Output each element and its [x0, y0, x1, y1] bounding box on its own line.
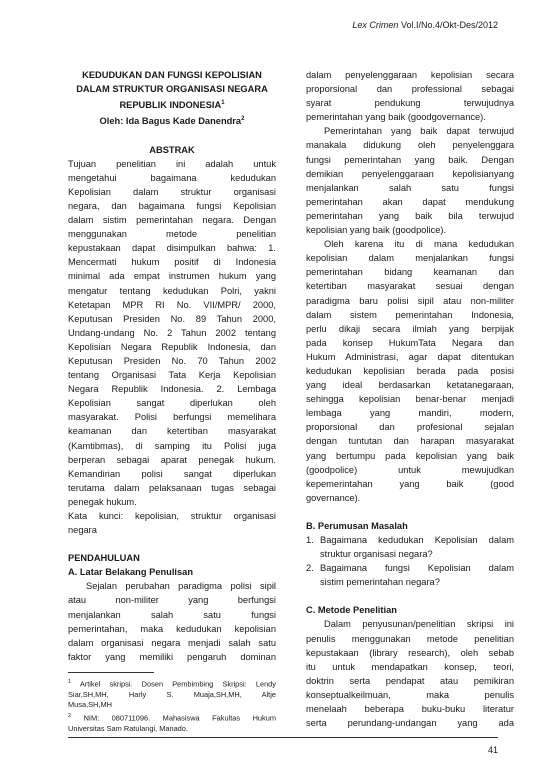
footnote-ref-1: 1 — [221, 100, 225, 107]
abstract-line: Mencermati hukum positif di Indonesia — [68, 257, 276, 268]
intro-line: pemerintahan, maka kedudukan kepolisian — [68, 623, 276, 634]
footnote-1-text-c: Musa,SH,MH — [68, 700, 112, 710]
right-p2-line: pemerintahan yang baik bila terwujud — [306, 210, 514, 221]
method-line: penulis menggunakan metode penelitian — [306, 633, 514, 644]
method-line: konseptualkeilmuan, maka penulis — [306, 689, 514, 700]
method-line: serta perundang-undangan yang ada — [306, 718, 514, 729]
abstract-line: Keputusan Presiden No. 70 Tahun 2002 — [68, 355, 276, 366]
right-paragraph-3-last: governance). — [306, 492, 361, 503]
journal-name: Lex Crimen — [352, 20, 399, 30]
keywords-line-2: negara — [68, 525, 97, 536]
abstract-line: Ketetapan MPR RI No. VII/MPR/ 2000, — [68, 299, 276, 310]
footnote-2-number: 2 — [68, 712, 72, 719]
problem-1-text-a: Bagaimana kedudukan Kepolisian dalam — [320, 535, 514, 545]
right-p3-line: pemerintahan bidang keamanan dan — [306, 267, 514, 278]
section-c-heading: C. Metode Penelitian — [306, 605, 397, 616]
abstract-line: Keputusan Presiden No. 89 Tahun 2000, — [68, 313, 276, 324]
abstract-line: (Kamtibmas), di samping itu Polisi juga — [68, 440, 276, 451]
abstract-line: Negara Republik Indonesia. 2. Lembaga — [68, 384, 276, 395]
problem-item-1 — [306, 533, 514, 561]
abstract-line: keamanan dan ketertiban masyarakat — [68, 426, 276, 437]
abstract-body — [68, 157, 276, 495]
right-p3-line: paradigma baru polisi sipil atau non-militer — [306, 295, 514, 306]
footnote-2-text-b: Universitas Sam Ratulangi, Manado. — [68, 723, 188, 733]
right-p3-line: yang bertumpu pada kepolisian yang baik — [306, 450, 514, 461]
method-line: kepustakaan (library research), oleh sebab — [306, 647, 514, 658]
method-line: itu untuk mendapatkan konsep, teori, — [306, 661, 514, 672]
abstract-line: mengatur tentang kedudukan Polri, yakni — [68, 285, 276, 296]
abstract-line: mengetahui bagaimana kedudukan — [68, 172, 276, 183]
right-paragraph-2-last: kepolisian yang baik (goodpolice). — [306, 225, 447, 236]
abstract-line: Kemandirian polisi sangat diperlukan — [68, 468, 276, 479]
method-line: doktrin serta pendapat atau pemikiran — [306, 675, 514, 686]
problem-1-text-b: struktur organisasi negara? — [320, 549, 433, 560]
right-p1-line: proporsional dan professional sebagai — [306, 84, 514, 95]
problem-item-2 — [306, 561, 514, 589]
abstract-line: Kepolisian dalam struktur organisasi — [68, 186, 276, 197]
right-p3-line: perlu dikaji secara ilmiah yang berpijak — [306, 323, 514, 334]
intro-line: Sejalan perubahan paradigma polisi sipil — [86, 581, 276, 592]
footnote-1-text-b: Siar,SH,MH, Harly S. Muaja,SH,MH, Altje — [68, 689, 276, 699]
abstract-heading: ABSTRAK — [149, 144, 195, 155]
right-p3-line: yang ideal berdasarkan ketatanegaraan, — [306, 380, 514, 391]
page-number: 41 — [487, 745, 498, 755]
right-p2-line: Pemerintahan yang baik dapat terwujud — [324, 126, 514, 137]
intro-line: faktor yang memiliki pengaruh dominan — [68, 651, 276, 662]
problem-2-text-b: sistim pemerintahan negara? — [320, 577, 440, 588]
abstract-line: tentang Organisasi Tata Kerja Kepolisian — [68, 370, 276, 381]
footnote-rule — [68, 672, 154, 673]
running-header — [352, 20, 498, 30]
right-p2-line: demikian penyelenggaraan kepolisianyang — [306, 168, 514, 179]
title-text: REPUBLIK INDONESIA — [119, 100, 222, 111]
right-p3-line: ketertiban masyarakat sesuai dengan — [306, 281, 514, 292]
intro-line: menjalankan salah satu fungsi — [68, 609, 276, 620]
abstract-line: Kepolisian sangat diperlukan oleh — [68, 398, 276, 409]
abstract-line: Kepolisian Negara Republik Indonesia, dan — [68, 341, 276, 352]
abstract-line: kepustakaan dapat disimpulkan bahwa: 1. — [68, 243, 276, 254]
right-p3-line: pada konsep HukumTata Negara dan — [306, 337, 514, 348]
abstract-line: masyarakat. Polisi berfungsi memelihara — [68, 412, 276, 423]
author-name: Oleh: Ida Bagus Kade Danendra — [99, 116, 242, 127]
title-line-2: DALAM STRUKTUR ORGANISASI NEGARA — [76, 84, 268, 95]
right-p3-line: kepemerintahan yang baik (good — [306, 478, 514, 489]
footnote-1-number: 1 — [68, 678, 72, 685]
right-p2-line: pemerintahan akan dapat mendukung — [306, 196, 514, 207]
footnote-2 — [68, 711, 276, 734]
problem-1-number: 1. — [306, 535, 314, 545]
abstract-line: berperan sebagai aparat penegak hukum. — [68, 454, 276, 465]
right-p3-line: proporsional dan profesional sejalan — [306, 422, 514, 433]
right-p2-line: fungsi pemerintahan yang baik. Dengan — [306, 154, 514, 165]
abstract-line: Tujuan penelitian ini adalah untuk — [68, 158, 276, 169]
footnote-2-text-a: NIM: 080711096. Mahasiswa Fakultas Hukum — [83, 713, 276, 723]
title-line-3 — [68, 96, 276, 112]
right-p3-line: dalam sistem pemerintahan Indonesia, — [306, 309, 514, 320]
journal-volume: Vol.I/No.4/Okt-Des/2012 — [400, 20, 498, 30]
right-p3-line: sehingga kepolisian benar-benar menjadi — [306, 394, 514, 405]
right-p3-line: Hukum Administrasi, agar dapat ditentukan — [306, 351, 514, 362]
right-p3-line: Oleh karena itu di mana kedudukan — [324, 239, 514, 250]
problem-2-text-a: Bagaimana fungsi Kepolisian dalam — [320, 563, 514, 574]
intro-heading: PENDAHULUAN — [68, 553, 140, 564]
section-b-heading: B. Perumusan Masalah — [306, 520, 408, 531]
intro-line: dalam organisasi negara menjadi salah satu — [68, 637, 276, 648]
author-line — [68, 112, 276, 128]
right-p3-line: dengan tuntutan dan harapan masyarakat — [306, 436, 514, 447]
right-p3-line: (goodpolice) untuk mewujudkan — [306, 464, 514, 475]
keywords-line-1: Kata kunci: kepolisian, struktur organisasi — [68, 511, 276, 521]
footnote-ref-2: 2 — [241, 116, 245, 123]
title-line-1: KEDUDUKAN DAN FUNGSI KEPOLISIAN — [82, 70, 262, 80]
intro-body — [68, 579, 276, 664]
footnote-1-text-a: Artikel skripsi. Dosen Pembimbing Skripsi: Lendy — [79, 679, 276, 689]
right-p3-line: lembaga yang mandiri, modern, — [306, 408, 514, 419]
abstract-line: negara, dan bagaimana fungsi Kepolisian — [68, 200, 276, 211]
intro-line: atau non-militer yang berfungsi — [68, 595, 276, 606]
right-p2-line: manakala didukung oleh penyelenggara — [306, 140, 514, 151]
right-p3-line: kedudukan kepolisian berada pada posisi — [306, 365, 514, 376]
right-column — [306, 68, 514, 730]
method-line: Dalam penyusunan/penelitian skripsi ini — [324, 619, 514, 630]
right-p3-line: kepolisian dalam menjalankan fungsi — [306, 253, 514, 264]
method-line: menelaah beberapa buku-buku literatur — [306, 704, 514, 715]
abstract-line: menggunakan metode penelitian — [68, 229, 276, 240]
abstract-line: terutama dalam pelaksanaan tugas sebagai — [68, 482, 276, 493]
footnote-1 — [68, 677, 276, 711]
abstract-last-line: penegak hukum. — [68, 496, 137, 507]
abstract-line: minimal ada empat instrumen hukum yang — [68, 271, 276, 282]
right-paragraph-2 — [306, 124, 514, 223]
method-paragraph — [306, 617, 514, 730]
intro-subheading: A. Latar Belakang Penulisan — [68, 567, 194, 578]
problem-2-number: 2. — [306, 563, 314, 574]
right-paragraph-3 — [306, 237, 514, 491]
right-p2-line: menjalankan salah satu fungsi — [306, 182, 514, 193]
abstract-line: Undang-undang No. 2 Tahun 2002 tentang — [68, 327, 276, 338]
right-paragraph-1-last: pemerintahan yang baik (goodgovernance). — [306, 112, 486, 123]
right-paragraph-1 — [306, 68, 514, 110]
left-column — [68, 68, 276, 734]
right-p1-line: syarat pendukung terwujudnya — [306, 98, 514, 109]
abstract-line: dalam sistim pemerintahan negara. Dengan — [68, 215, 276, 226]
footer-rule — [68, 737, 498, 738]
right-p1-line: dalam penyelenggaraan kepolisian secara — [306, 70, 514, 80]
